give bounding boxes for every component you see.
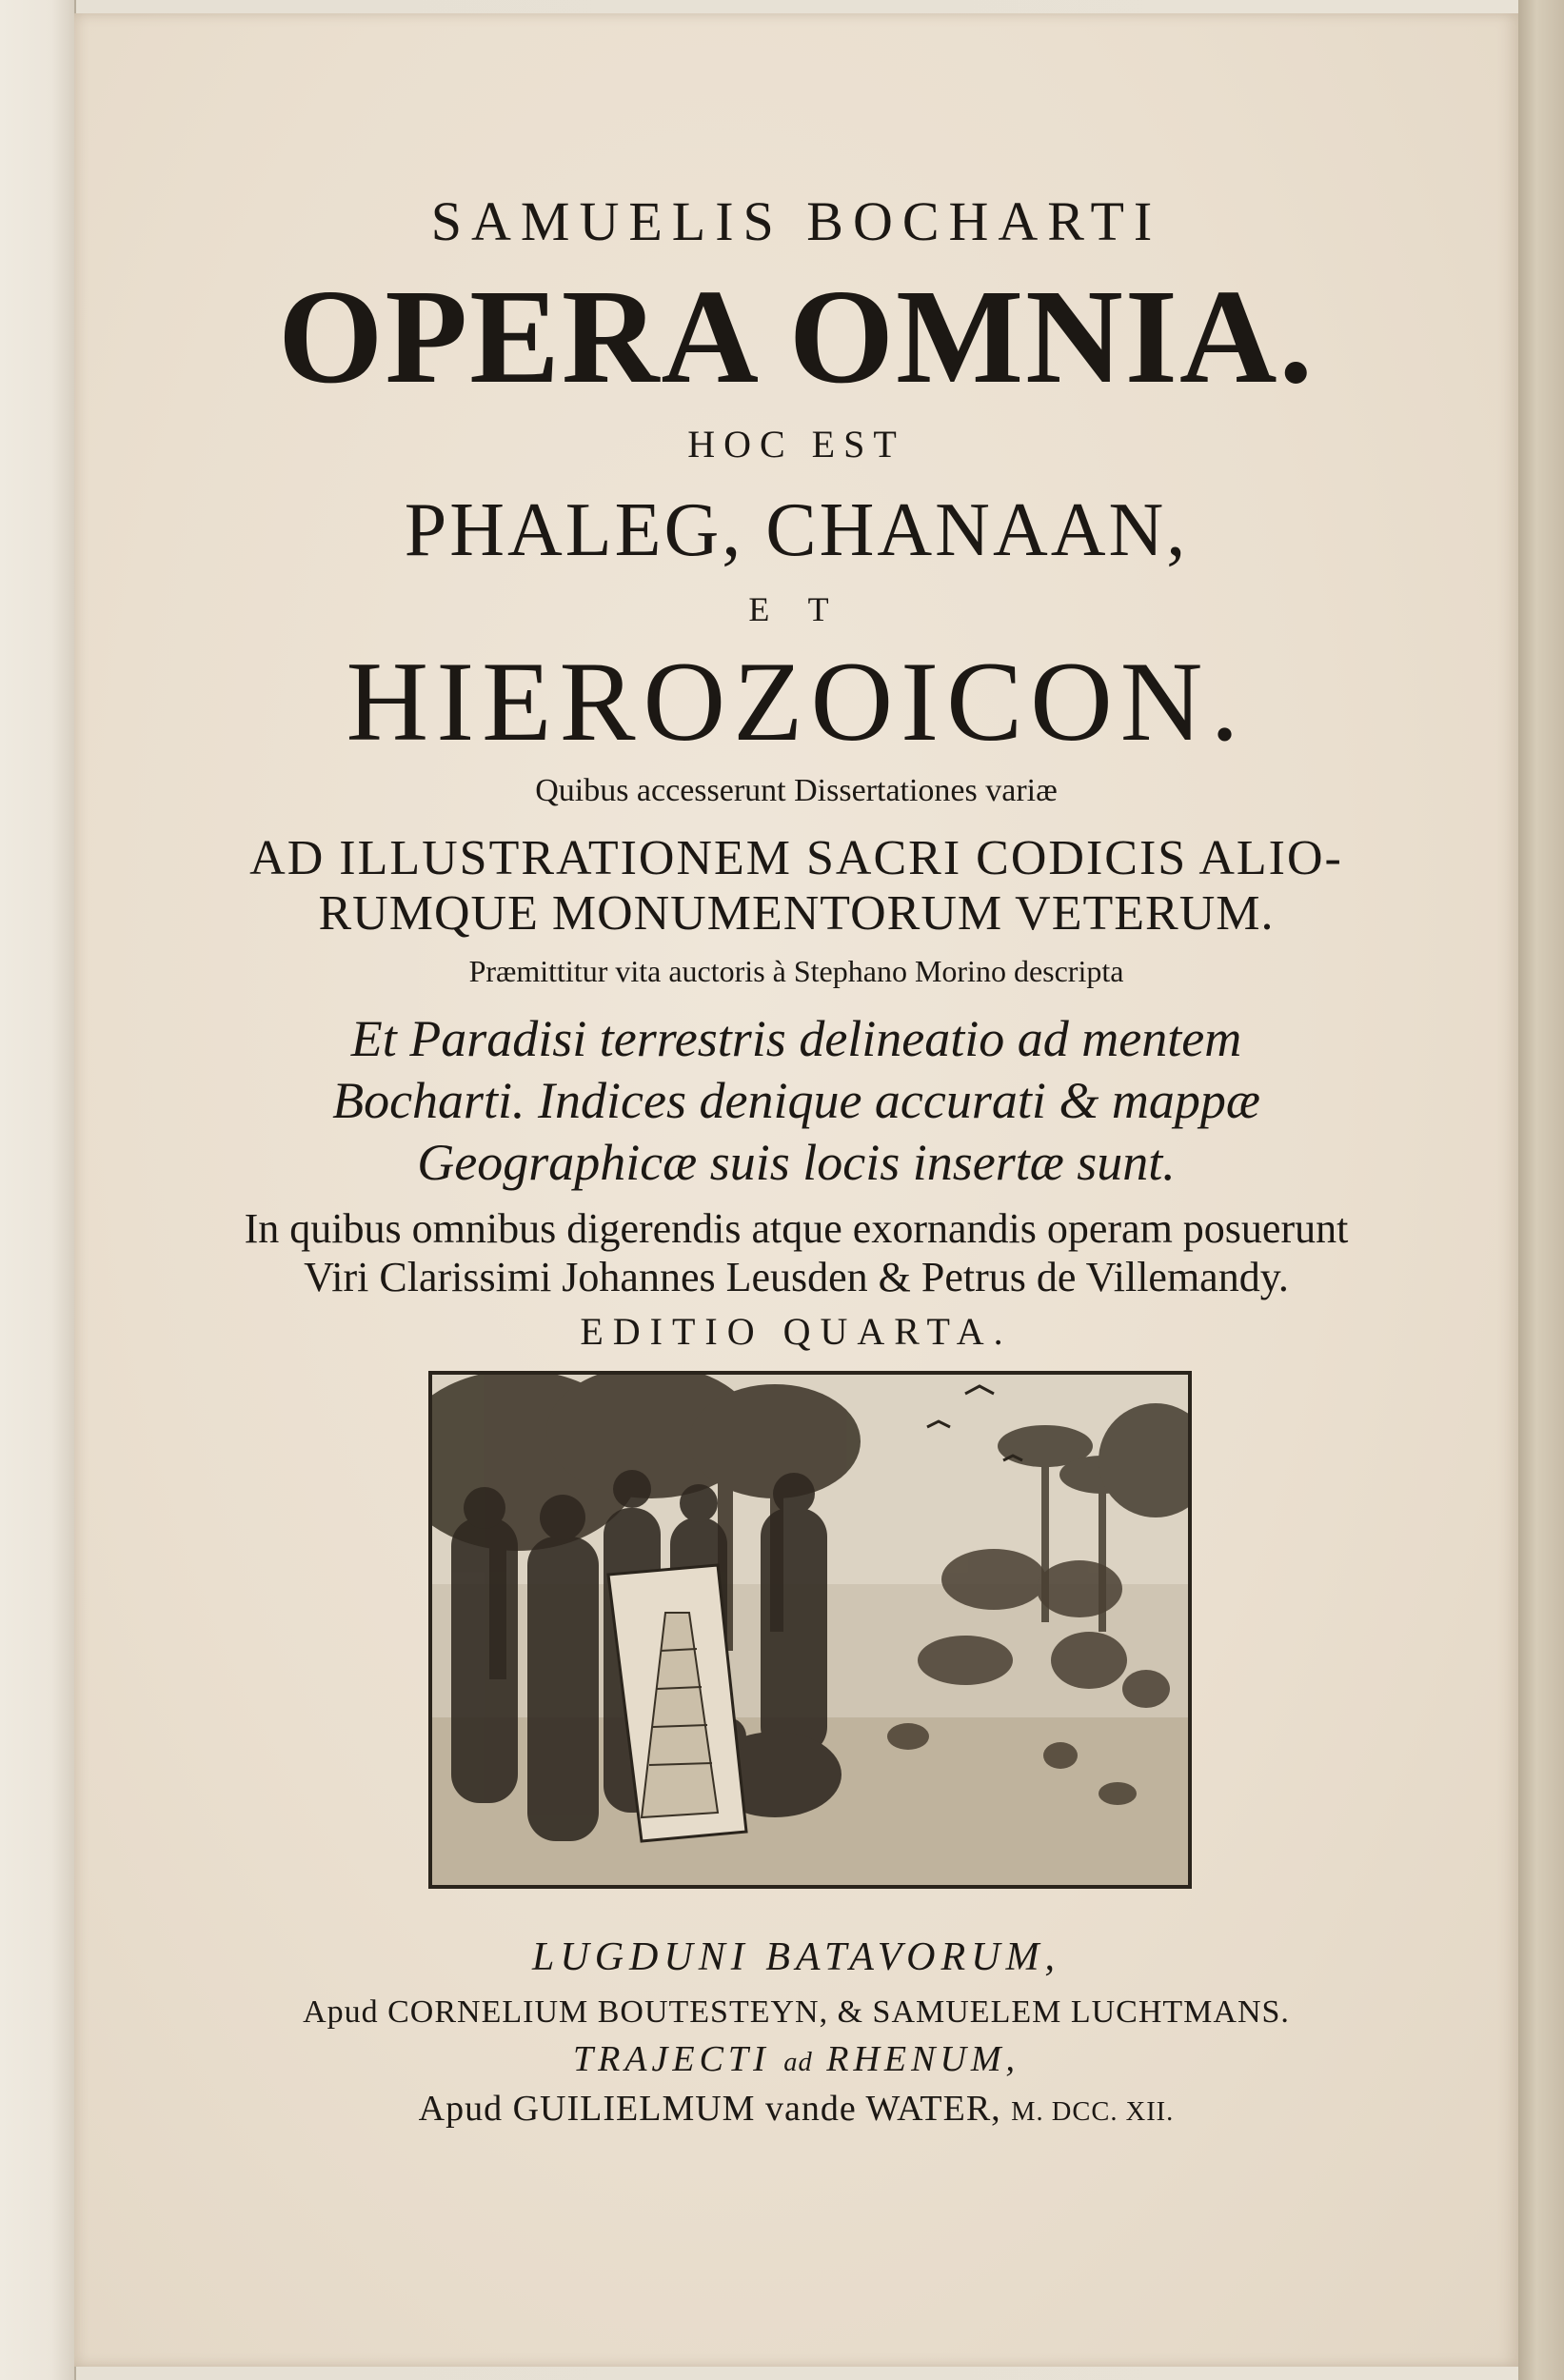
engraving-illustration (428, 1371, 1192, 1889)
edition-statement: EDITIO QUARTA. (580, 1310, 1013, 1353)
page-block-edge (1518, 0, 1564, 2380)
italic-line-1: Et Paradisi terrestris delineatio ad mentem (350, 1010, 1242, 1067)
imprint-year: M. DCC. XII. (1011, 2097, 1175, 2127)
ad-illustrationem-line-2: RUMQUE MONUMENTORUM VETERUM. (318, 886, 1275, 941)
imprint-place-2 (74, 2041, 1518, 2077)
imprint-place-2-b: ad (783, 2048, 813, 2077)
editors-line: Viri Clarissimi Johannes Leusden & Petrus de Villemandy. (304, 1254, 1289, 1300)
engraving-scene (432, 1375, 1188, 1885)
previous-page-edge (0, 0, 76, 2380)
subtitle-phaleg-chanaan: PHALEG, CHANAAN, (404, 488, 1189, 572)
subtitle-hierozoicon: HIEROZOICON. (346, 638, 1247, 764)
conjunction-et: E T (748, 590, 844, 628)
author-name: SAMUELIS BOCHARTI (430, 190, 1162, 252)
imprint-publisher-2: Apud GUILIELMUM vande WATER, (418, 2089, 1001, 2129)
italic-line-3: Geographicæ suis locis insertæ sunt. (417, 1134, 1176, 1191)
italic-line-2: Bocharti. Indices denique accurati & mappæ (332, 1072, 1260, 1129)
main-title: OPERA OMNIA. (278, 261, 1315, 411)
praemittitur: Præmittitur vita auctoris à Stephano Morino descripta (468, 954, 1124, 988)
hoc-est: HOC EST (687, 423, 905, 466)
imprint-place-1: LUGDUNI BATAVORUM, (532, 1935, 1060, 1979)
imprint-publishers-1: Apud CORNELIUM BOUTESTEYN, & SAMUELEM LUCHTMANS. (303, 1994, 1290, 2030)
imprint-publisher-2-line (74, 2091, 1518, 2127)
title-page (74, 13, 1518, 2367)
imprint-place-2-c: RHENUM, (826, 2039, 1020, 2079)
ad-illustrationem-line-1: AD ILLUSTRATIONEM SACRI CODICIS ALIO- (249, 831, 1343, 885)
imprint-place-2-a: TRAJECTI (572, 2039, 770, 2079)
in-quibus-line: In quibus omnibus digerendis atque exornandis operam posuerunt (244, 1205, 1349, 1252)
quibus-accesserunt: Quibus accesserunt Dissertationes variæ (535, 773, 1058, 808)
